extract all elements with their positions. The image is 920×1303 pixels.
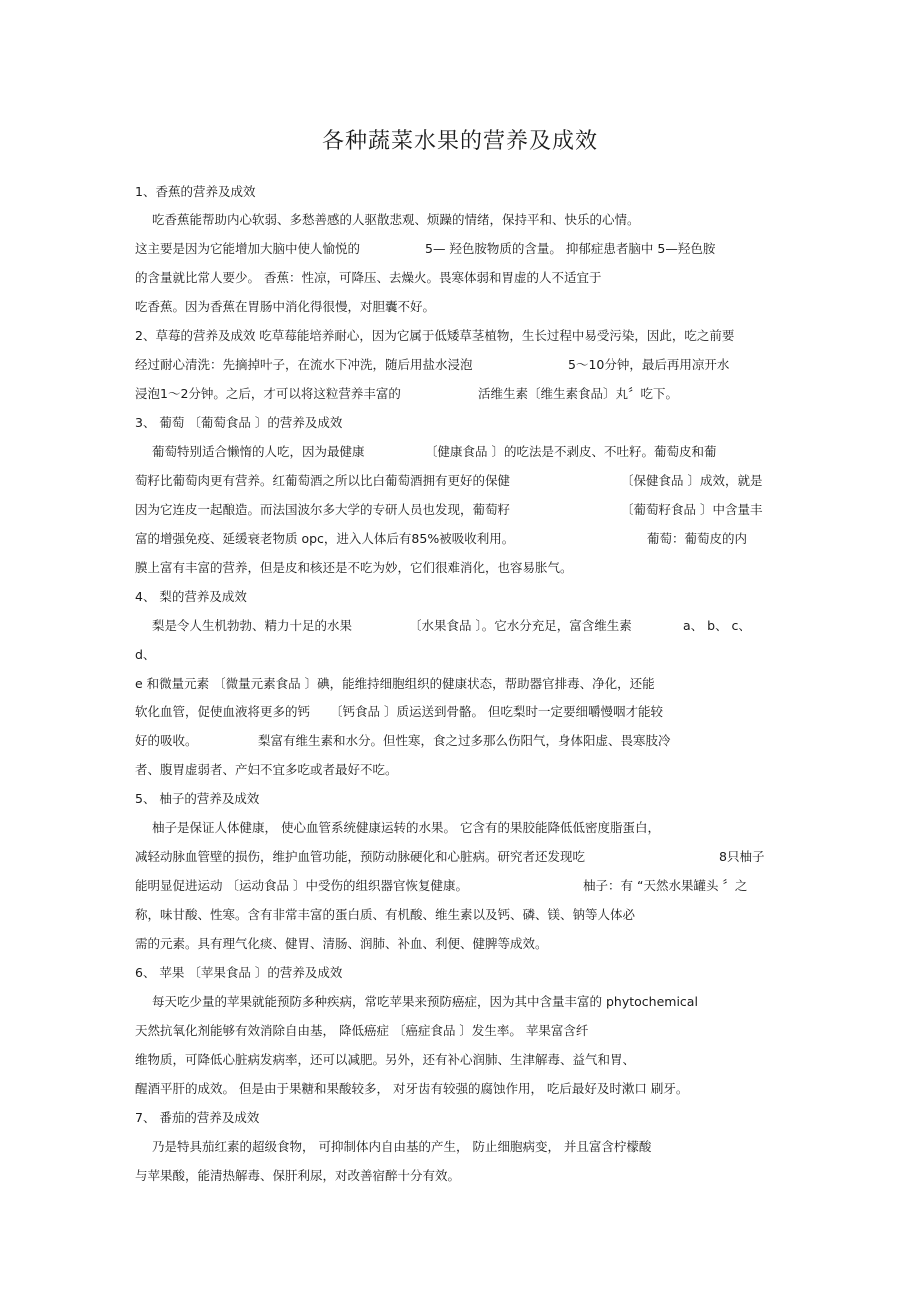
text-line: 萄籽比葡萄肉更有营养。红葡萄酒之所以比白葡萄酒拥有更好的保健 [135, 473, 511, 488]
text-line: e 和微量元素 〔微量元素食品 〕碘，能维持细胞组织的健康状态，帮助器官排毒、净化，还能 [135, 676, 655, 691]
text-line: 天然抗氧化剂能够有效消除自由基， 降低癌症 〔癌症食品 〕发生率。 苹果富含纤 [135, 1023, 589, 1038]
text-line: 5～10分钟，最后再用凉开水 [568, 357, 730, 372]
text-line: 这主要是因为它能增加大脑中使人愉悦的 [135, 241, 361, 256]
text-line: 葡萄：葡萄皮的内 [647, 531, 748, 546]
text-line: d、 [135, 647, 156, 662]
text-line: 富的增强免疫、延缓衰老物质 opc，进入人体后有85%被吸收利用。 [135, 531, 515, 546]
text-line: 的含量就比常人要少。 香蕉：性凉，可降压、去燥火。畏寒体弱和胃虚的人不适宜于 [135, 270, 602, 285]
text-line: 维物质，可降低心脏病发病率，还可以减肥。另外，还有补心润肺、生津解毒、益气和胃、 [135, 1052, 636, 1067]
text-line: 每天吃少量的苹果就能预防多种疾病，常吃苹果来预防癌症，因为其中含量丰富的 phytochemical [152, 994, 698, 1009]
text-line: 好的吸收。 [135, 733, 198, 748]
section-6-heading: 6、 苹果 〔苹果食品 〕的营养及成效 [135, 965, 343, 980]
text-line: 醒酒平肝的成效。 但是由于果糖和果酸较多， 对牙齿有较强的腐蚀作用， 吃后最好及时漱口 刷牙。 [135, 1081, 689, 1096]
text-line: 葡萄特别适合懒惰的人吃，因为最健康 [152, 444, 365, 459]
text-line: 吃香蕉。因为香蕉在胃肠中消化得很慢，对胆囊不好。 [135, 299, 436, 314]
text-line: 软化血管，促使血液将更多的钙 [135, 704, 311, 719]
text-line: 〔健康食品 〕的吃法是不剥皮、不吐籽。葡萄皮和葡 [425, 444, 717, 459]
text-line: a、 b、 c、 [683, 618, 751, 633]
text-line: 5— 羟色胺物质的含量。 抑郁症患者脑中 5—羟色胺 [425, 241, 716, 256]
section-3-heading: 3、 葡萄 〔葡萄食品 〕的营养及成效 [135, 415, 343, 430]
text-line: 吃香蕉能帮助内心软弱、多愁善感的人驱散悲观、烦躁的情绪，保持平和、快乐的心情。 [152, 212, 640, 227]
text-line: 梨是令人生机勃勃、精力十足的水果 [152, 618, 353, 633]
section-4-heading: 4、 梨的营养及成效 [135, 589, 247, 604]
text-line: 者、腹胃虚弱者、产妇不宜多吃或者最好不吃。 [135, 762, 398, 777]
text-line: 减轻动脉血管壁的损伤，维护血管功能，预防动脉硬化和心脏病。研究者还发现吃 [135, 849, 586, 864]
document-title: 各种蔬菜水果的营养及成效 [321, 129, 598, 154]
text-line: 〔钙食品 〕质运送到骨骼。 但吃梨时一定要细嚼慢咽才能较 [330, 704, 663, 719]
text-line: 因为它连皮一起酿造。而法国波尔多大学的专研人员也发现，葡萄籽 [135, 502, 511, 517]
text-line: 梨富有维生素和水分。但性寒，食之过多那么伤阳气，身体阳虚、畏寒肢冷 [258, 733, 671, 748]
text-line: 浸泡1～2分钟。之后，才可以将这粒营养丰富的 [135, 386, 401, 401]
text-line: 〔水果食品 〕。它水分充足，富含维生素 [409, 618, 632, 633]
text-line: 称，味甘酸、性寒。含有非常丰富的蛋白质、有机酸、维生素以及钙、磷、镁、钠等人体必 [135, 907, 636, 922]
section-5-heading: 5、 柚子的营养及成效 [135, 791, 260, 806]
text-line: 膜上富有丰富的营养，但是皮和核还是不吃为妙，它们很难消化，也容易胀气。 [135, 560, 573, 575]
text-line: 能明显促进运动 〔运动食品 〕中受伤的组织器官恢复健康。 [135, 878, 468, 893]
text-line: 〔葡萄籽食品 〕中含量丰 [621, 502, 763, 517]
section-2-heading: 2、草莓的营养及成效 吃草莓能培养耐心，因为它属于低矮草茎植物，生长过程中易受污染，因此，吃之前要 [135, 328, 735, 343]
section-7-heading: 7、 番茄的营养及成效 [135, 1110, 260, 1125]
section-1-heading: 1、香蕉的营养及成效 [135, 184, 256, 199]
text-line: 柚子是保证人体健康， 使心血管系统健康运转的水果。 它含有的果胶能降低低密度脂蛋白， [152, 820, 660, 835]
text-line: 8只柚子 [719, 849, 765, 864]
text-line: 需的元素。具有理气化痰、健胃、清肠、润肺、补血、利便、健脾等成效。 [135, 936, 548, 951]
text-line: 与苹果酸，能清热解毒、保肝利尿，对改善宿醉十分有效。 [135, 1168, 461, 1183]
text-line: 柚子：有 “天然水果罐头 〞之 [583, 878, 748, 893]
text-line: 乃是特具茄红素的超级食物， 可抑制体内自由基的产生， 防止细胞病变， 并且富含柠檬酸 [152, 1139, 652, 1154]
text-line: 〔保健食品 〕成效，就是 [621, 473, 763, 488]
text-line: 活维生素〔维生素食品〕丸〞吃下。 [478, 386, 679, 401]
text-line: 经过耐心清洗：先摘掉叶子，在流水下冲洗，随后用盐水浸泡 [135, 357, 473, 372]
